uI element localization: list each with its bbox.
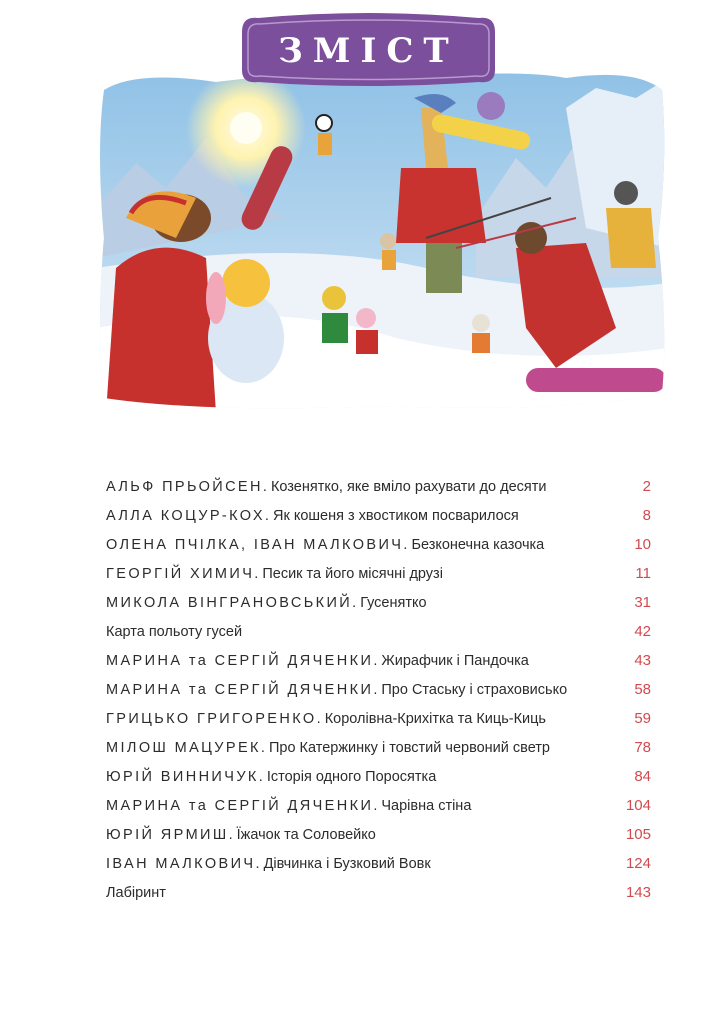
toc-page-number: 105 xyxy=(625,826,651,843)
toc-entry-text: МАРИНА та СЕРГІЙ ДЯЧЕНКИ. Про Стаську і страховисько xyxy=(106,682,568,698)
toc-author: АЛЛА КОЦУР-КОХ xyxy=(106,508,265,524)
toc-story-title: Гусенятко xyxy=(360,595,427,611)
toc-entry-text: ОЛЕНА ПЧІЛКА, ІВАН МАЛКОВИЧ. Безконечна казочка xyxy=(106,537,545,553)
toc-entry[interactable] xyxy=(106,768,651,797)
toc-entry[interactable] xyxy=(106,710,651,739)
toc-author: ГЕОРГІЙ ХИМИЧ xyxy=(106,566,255,582)
toc-page-number: 104 xyxy=(625,797,651,814)
toc-entry[interactable] xyxy=(106,855,651,884)
toc-story-title: Їжачок та Соловейко xyxy=(236,827,376,843)
toc-author: АЛЬФ ПРЬОЙСЕН xyxy=(106,479,263,495)
toc-entry-text: МАРИНА та СЕРГІЙ ДЯЧЕНКИ. Чарівна стіна xyxy=(106,798,472,814)
toc-author: МАРИНА та СЕРГІЙ ДЯЧЕНКИ xyxy=(106,653,374,669)
toc-entry[interactable] xyxy=(106,681,651,710)
table-of-contents xyxy=(106,478,651,913)
toc-entry-text: ІВАН МАЛКОВИЧ. Дівчинка і Бузковий Вовк xyxy=(106,856,431,872)
toc-author: МІЛОШ МАЦУРЕК xyxy=(106,740,261,756)
toc-entry-text: АЛЛА КОЦУР-КОХ. Як кошеня з хвостиком посварилося xyxy=(106,508,519,524)
toc-entry-text: ЮРІЙ ЯРМИШ. Їжачок та Соловейко xyxy=(106,827,376,843)
toc-page-number: 31 xyxy=(634,594,651,611)
toc-story-title: Як кошеня з хвостиком посварилося xyxy=(272,508,519,524)
toc-entry-text: ГРИЦЬКО ГРИГОРЕНКО. Королівна-Крихітка та Киць-Киць xyxy=(106,711,546,727)
toc-entry[interactable] xyxy=(106,565,651,594)
toc-entry[interactable] xyxy=(106,478,651,507)
toc-author: ОЛЕНА ПЧІЛКА, ІВАН МАЛКОВИЧ xyxy=(106,537,404,553)
toc-page-number: 124 xyxy=(625,855,651,872)
toc-page-number: 10 xyxy=(634,536,651,553)
toc-author: ЮРІЙ ЯРМИШ xyxy=(106,827,229,843)
toc-entry[interactable] xyxy=(106,739,651,768)
toc-story-title: Чарівна стіна xyxy=(381,798,472,814)
toc-entry[interactable] xyxy=(106,536,651,565)
toc-entry[interactable] xyxy=(106,623,651,652)
toc-entry[interactable] xyxy=(106,884,651,913)
toc-story-title: Про Катержинку і товстий червоний светр xyxy=(268,740,550,756)
toc-entry-text: ГЕОРГІЙ ХИМИЧ. Песик та його місячні друзі xyxy=(106,566,443,582)
toc-entry[interactable] xyxy=(106,797,651,826)
toc-page-number: 42 xyxy=(634,623,651,640)
toc-entry[interactable] xyxy=(106,594,651,623)
toc-page-number: 143 xyxy=(625,884,651,901)
toc-page-number: 11 xyxy=(635,565,651,582)
toc-entry-text: МАРИНА та СЕРГІЙ ДЯЧЕНКИ. Жирафчик і Пандочка xyxy=(106,653,529,669)
toc-page-number: 84 xyxy=(634,768,651,785)
toc-entry-text xyxy=(106,885,166,901)
toc-story-title: Дівчинка і Бузковий Вовк xyxy=(263,856,431,872)
toc-story-title: Песик та його місячні друзі xyxy=(262,566,443,582)
toc-page-number: 43 xyxy=(634,652,651,669)
toc-story-title: Про Стаську і страховисько xyxy=(381,682,568,698)
toc-story-title: Карта польоту гусей xyxy=(106,624,243,640)
toc-story-title: Лабіринт xyxy=(106,885,166,901)
toc-author: ЮРІЙ ВИННИЧУК xyxy=(106,769,259,785)
toc-entry[interactable] xyxy=(106,507,651,536)
toc-page-number: 58 xyxy=(634,681,651,698)
toc-entry[interactable] xyxy=(106,652,651,681)
toc-entry-text: МІЛОШ МАЦУРЕК. Про Катержинку і товстий червоний светр xyxy=(106,740,550,756)
title-banner xyxy=(236,10,501,90)
toc-story-title: Історія одного Поросятка xyxy=(266,769,437,785)
toc-author: ГРИЦЬКО ГРИГОРЕНКО xyxy=(106,711,317,727)
toc-page-number: 59 xyxy=(634,710,651,727)
toc-author: МАРИНА та СЕРГІЙ ДЯЧЕНКИ xyxy=(106,682,374,698)
toc-entry[interactable] xyxy=(106,826,651,855)
toc-page-number: 2 xyxy=(642,478,651,495)
toc-story-title: Жирафчик і Пандочка xyxy=(381,653,529,669)
toc-entry-text xyxy=(106,624,242,640)
toc-story-title: Королівна-Крихітка та Киць-Киць xyxy=(324,711,546,727)
toc-page-number: 78 xyxy=(634,739,651,756)
toc-entry-text: ЮРІЙ ВИННИЧУК. Історія одного Поросятка xyxy=(106,769,437,785)
toc-entry-text: АЛЬФ ПРЬОЙСЕН. Козенятко, яке вміло рахувати до десяти xyxy=(106,479,547,495)
winter-ski-illustration xyxy=(96,68,668,413)
toc-story-title: Козенятко, яке вміло рахувати до десяти xyxy=(270,479,547,495)
toc-author: МАРИНА та СЕРГІЙ ДЯЧЕНКИ xyxy=(106,798,374,814)
toc-author: ІВАН МАЛКОВИЧ xyxy=(106,856,256,872)
toc-author: МИКОЛА ВІНГРАНОВСЬКИЙ xyxy=(106,595,353,611)
toc-story-title: Безконечна казочка xyxy=(411,537,545,553)
page-title: ЗМІСТ xyxy=(278,31,459,71)
toc-page-number: 8 xyxy=(642,507,651,524)
toc-entry-text: МИКОЛА ВІНГРАНОВСЬКИЙ. Гусенятко xyxy=(106,595,427,611)
